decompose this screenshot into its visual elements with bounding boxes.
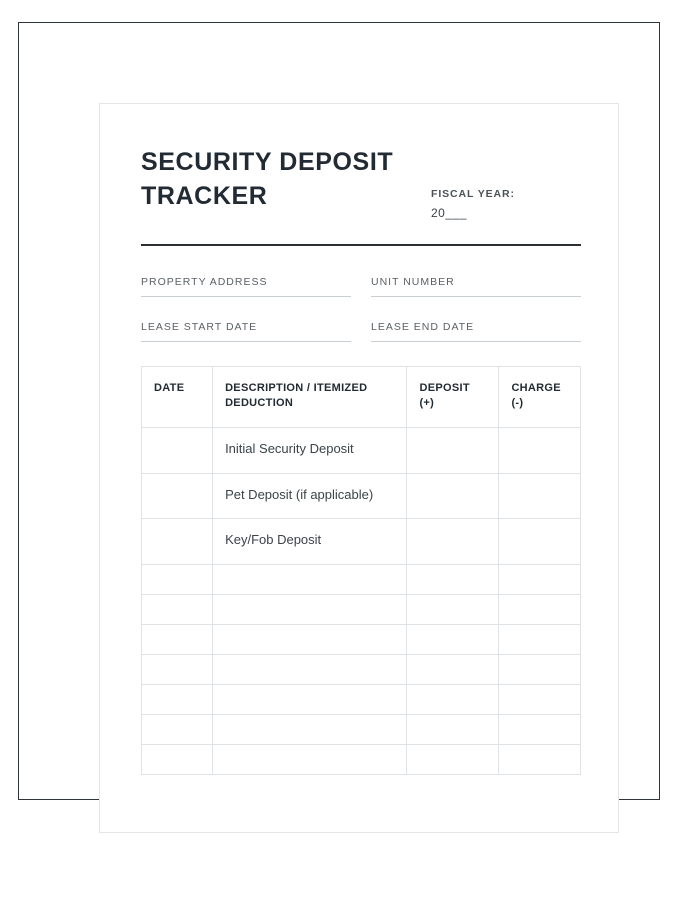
field-lease-end-date[interactable] xyxy=(371,321,581,342)
cell-charge[interactable] xyxy=(499,655,581,685)
table-row xyxy=(142,565,581,595)
cell-charge[interactable] xyxy=(499,625,581,655)
field-row-1 xyxy=(141,276,581,297)
field-label-lease-end-date: LEASE END DATE xyxy=(371,321,475,333)
document-content xyxy=(141,146,581,775)
cell-description[interactable] xyxy=(213,595,407,625)
cell-charge[interactable] xyxy=(499,519,581,565)
title-block xyxy=(141,146,581,238)
table-header xyxy=(142,367,581,428)
cell-date[interactable] xyxy=(142,565,213,595)
cell-charge[interactable] xyxy=(499,565,581,595)
cell-deposit[interactable] xyxy=(407,655,499,685)
cell-description[interactable] xyxy=(213,565,407,595)
table-row xyxy=(142,715,581,745)
deposit-table xyxy=(141,366,581,775)
cell-deposit[interactable] xyxy=(407,427,499,473)
cell-description[interactable] xyxy=(213,715,407,745)
cell-deposit[interactable] xyxy=(407,625,499,655)
field-property-address[interactable] xyxy=(141,276,351,297)
table-row xyxy=(142,745,581,775)
field-label-property-address: PROPERTY ADDRESS xyxy=(141,276,268,288)
cell-date[interactable] xyxy=(142,519,213,565)
cell-date[interactable] xyxy=(142,625,213,655)
cell-charge[interactable] xyxy=(499,715,581,745)
cell-date[interactable] xyxy=(142,685,213,715)
fiscal-year-label: FISCAL YEAR: xyxy=(431,188,515,200)
cell-charge[interactable] xyxy=(499,685,581,715)
field-input-lease-start-date[interactable] xyxy=(141,340,351,342)
cell-charge[interactable] xyxy=(499,745,581,775)
field-input-unit-number[interactable] xyxy=(371,295,581,297)
cell-date[interactable] xyxy=(142,715,213,745)
column-header-deposit: DEPOSIT (+) xyxy=(407,367,499,428)
cell-description[interactable] xyxy=(213,685,407,715)
column-header-charge: CHARGE (-) xyxy=(499,367,581,428)
fiscal-year-block xyxy=(431,188,581,220)
page-title: SECURITY DEPOSIT TRACKER xyxy=(141,148,394,210)
page-frame xyxy=(18,22,660,800)
field-input-lease-end-date[interactable] xyxy=(371,340,581,342)
cell-description[interactable] xyxy=(213,625,407,655)
field-input-property-address[interactable] xyxy=(141,295,351,297)
column-header-description: DESCRIPTION / ITEMIZED DEDUCTION xyxy=(213,367,407,428)
field-lease-start-date[interactable] xyxy=(141,321,351,342)
cell-date[interactable] xyxy=(142,427,213,473)
cell-deposit[interactable] xyxy=(407,715,499,745)
document-sheet xyxy=(99,103,619,833)
cell-deposit[interactable] xyxy=(407,745,499,775)
column-header-date: DATE xyxy=(142,367,213,428)
cell-deposit[interactable] xyxy=(407,473,499,519)
table-header-row xyxy=(142,367,581,428)
cell-deposit[interactable] xyxy=(407,595,499,625)
field-unit-number[interactable] xyxy=(371,276,581,297)
cell-description[interactable]: Initial Security Deposit xyxy=(213,427,407,473)
property-fields xyxy=(141,276,581,342)
table-row xyxy=(142,595,581,625)
cell-description[interactable] xyxy=(213,655,407,685)
cell-charge[interactable] xyxy=(499,427,581,473)
cell-date[interactable] xyxy=(142,595,213,625)
table-row xyxy=(142,427,581,473)
field-row-2 xyxy=(141,321,581,342)
table-row xyxy=(142,625,581,655)
field-label-lease-start-date: LEASE START DATE xyxy=(141,321,258,333)
cell-description[interactable]: Pet Deposit (if applicable) xyxy=(213,473,407,519)
cell-date[interactable] xyxy=(142,655,213,685)
table-body xyxy=(142,427,581,775)
cell-date[interactable] xyxy=(142,745,213,775)
table-row xyxy=(142,473,581,519)
title-divider xyxy=(141,244,581,246)
cell-description[interactable] xyxy=(213,745,407,775)
table-row xyxy=(142,655,581,685)
cell-description[interactable]: Key/Fob Deposit xyxy=(213,519,407,565)
fiscal-year-value[interactable]: 20___ xyxy=(431,206,467,220)
cell-charge[interactable] xyxy=(499,473,581,519)
table-row xyxy=(142,519,581,565)
cell-deposit[interactable] xyxy=(407,519,499,565)
table-row xyxy=(142,685,581,715)
cell-date[interactable] xyxy=(142,473,213,519)
cell-deposit[interactable] xyxy=(407,565,499,595)
field-label-unit-number: UNIT NUMBER xyxy=(371,276,455,288)
cell-charge[interactable] xyxy=(499,595,581,625)
cell-deposit[interactable] xyxy=(407,685,499,715)
